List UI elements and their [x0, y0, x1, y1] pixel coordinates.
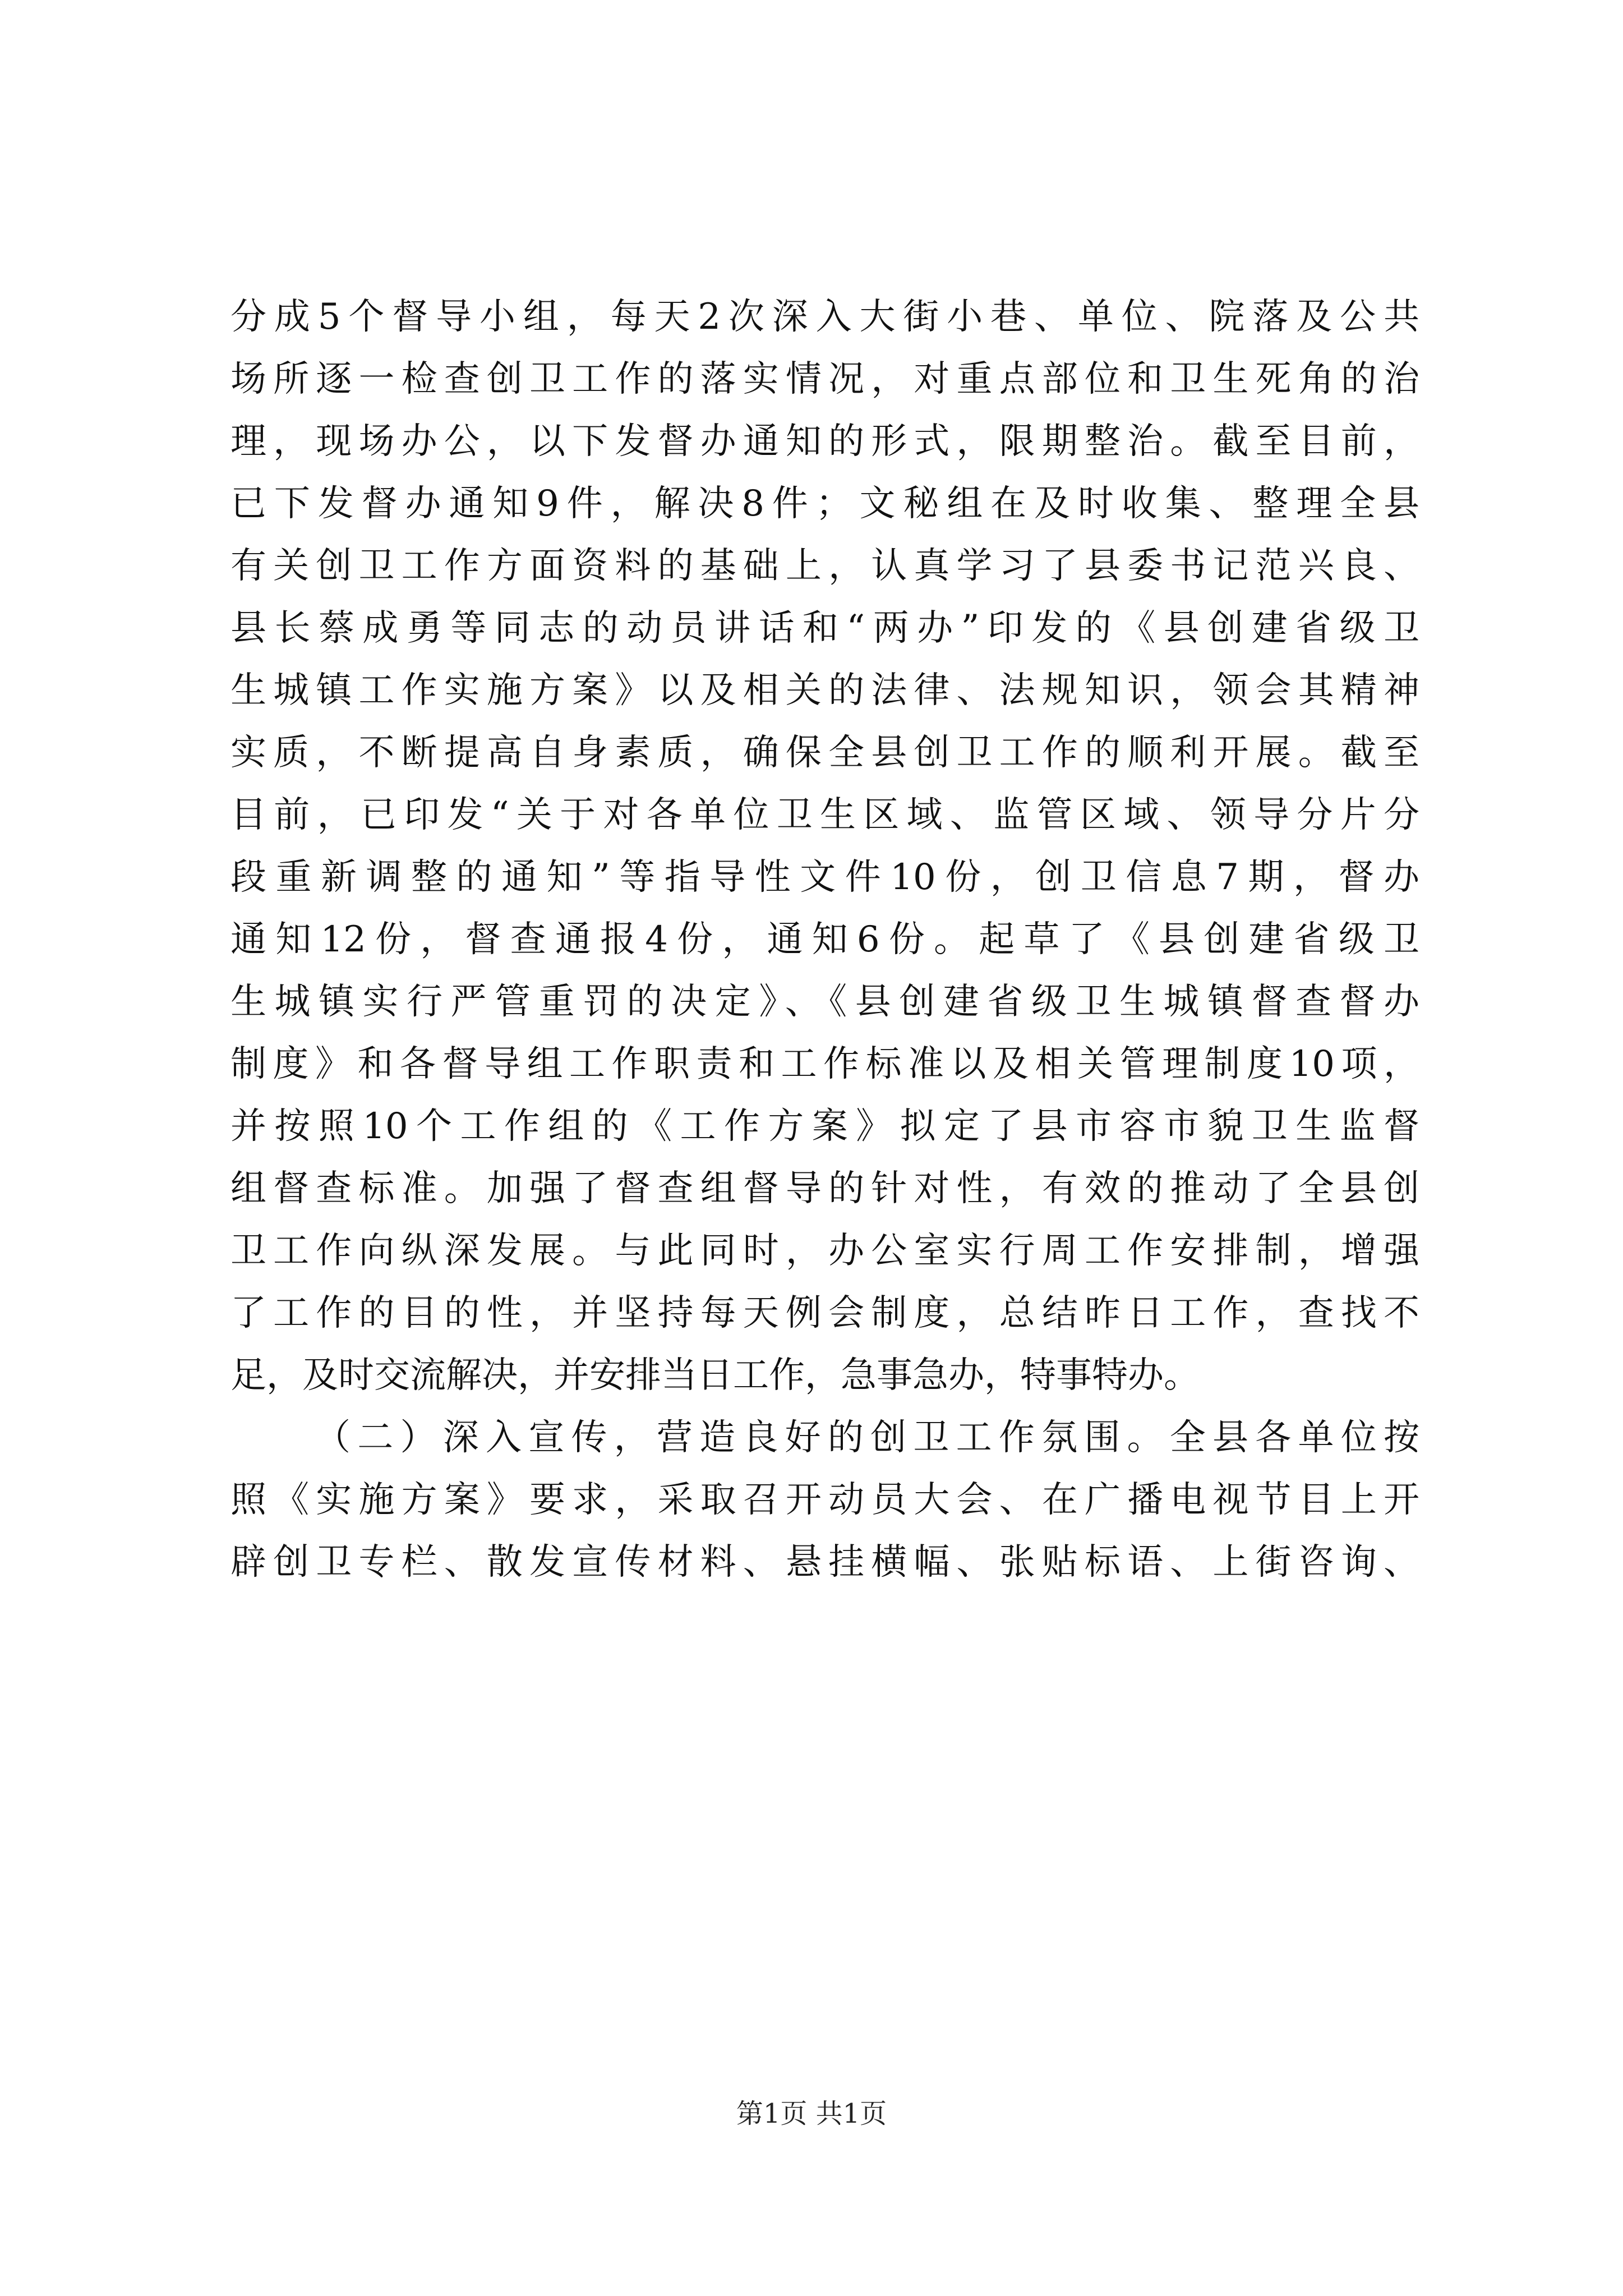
- document-body: [230, 286, 1419, 1594]
- text-line: 卫工作向纵深发展。与此同时，办公室实行周工作安排制，增强: [230, 1230, 1419, 1272]
- text-line: 分成5个督导小组，每天2次深入大街小巷、单位、院落及公共: [230, 296, 1419, 338]
- page-footer: [0, 2097, 1623, 2131]
- text-line: 实质，不断提高自身素质，确保全县创卫工作的顺利开展。截至: [230, 732, 1419, 774]
- text-line: 目前，已印发“关于对各单位卫生区域、监管区域、领导分片分: [230, 794, 1419, 836]
- section-heading-line: （二）深入宣传，营造良好的创卫工作氛围。全县各单位按: [315, 1417, 1419, 1458]
- text-line: 县长蔡成勇等同志的动员讲话和“两办”印发的《县创建省级卫: [230, 608, 1419, 649]
- page-number-label: 第1页 共1页: [736, 2098, 887, 2129]
- text-line: 生城镇实行严管重罚的决定》、《县创建省级卫生城镇督查督办: [230, 981, 1419, 1023]
- text-line: 场所逐一检查创卫工作的落实情况，对重点部位和卫生死角的治: [230, 358, 1419, 400]
- text-line: 辟创卫专栏、散发宣传材料、悬挂横幅、张贴标语、上街咨询、: [230, 1542, 1419, 1583]
- text-line: 有关创卫工作方面资料的基础上，认真学习了县委书记范兴良、: [230, 545, 1419, 587]
- text-line: 制度》和各督导组工作职责和工作标准以及相关管理制度10项，: [230, 1043, 1419, 1085]
- text-line: 通知12份，督查通报4份，通知6份。起草了《县创建省级卫: [230, 919, 1419, 960]
- paragraph-end-line: 足，及时交流解决，并安排当日工作，急事急办，特事特办。: [230, 1355, 1200, 1396]
- text-line: 并按照10个工作组的《工作方案》拟定了县市容市貌卫生监督: [230, 1106, 1419, 1147]
- text-line: 照《实施方案》要求，采取召开动员大会、在广播电视节目上开: [230, 1479, 1419, 1521]
- text-line: 段重新调整的通知”等指导性文件10份，创卫信息7期，督办: [230, 857, 1419, 898]
- text-line: 生城镇工作实施方案》以及相关的法律、法规知识，领会其精神: [230, 670, 1419, 711]
- text-line: 已下发督办通知9件，解决8件；文秘组在及时收集、整理全县: [230, 483, 1419, 524]
- text-line: 理，现场办公，以下发督办通知的形式，限期整治。截至目前，: [230, 421, 1419, 462]
- text-line: 组督查标准。加强了督查组督导的针对性，有效的推动了全县创: [230, 1168, 1419, 1209]
- text-line: 了工作的目的性，并坚持每天例会制度，总结昨日工作，查找不: [230, 1292, 1419, 1334]
